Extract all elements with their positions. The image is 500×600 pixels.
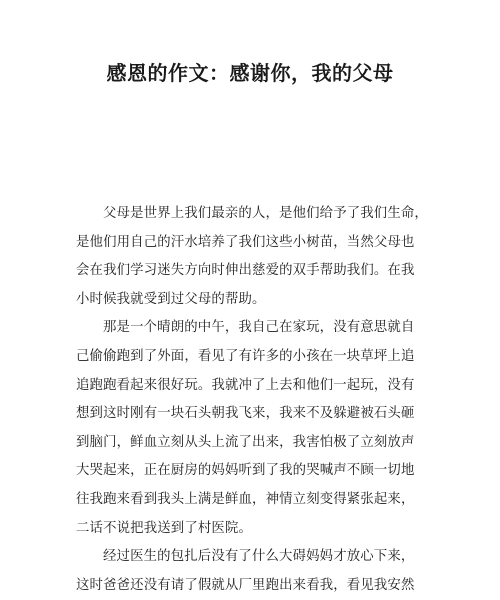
document-title: 感恩的作文：感谢你，我的父母 [106,61,394,85]
text-line: 会在我们学习迷失方向时伸出慈爱的双手帮助我们。在我 [76,263,415,279]
text-line: 想到这时刚有一块石头朝我飞来，我来不及躲避被石头砸 [76,406,415,422]
text-line: 这时爸爸还没有请了假就从厂里跑出来看我，看见我安然 [76,577,415,593]
text-line: 己偷偷跑到了外面，看见了有许多的小孩在一块草坪上追 [76,348,415,364]
text-line: 到脑门，鲜血立刻从头上流了出来，我害怕极了立刻放声 [76,434,415,450]
text-line: 二话不说把我送到了村医院。 [76,520,253,536]
text-line: 父母是世界上我们最亲的人，是他们给予了我们生命， [103,206,428,221]
text-line: 那是一个晴朗的中午，我自己在家玩，没有意思就自 [103,320,415,336]
document-body [76,200,426,600]
text-line: 追跑跑看起来很好玩。我就冲了上去和他们一起玩，没有 [76,377,415,393]
text-line: 小时候我就受到过父母的帮助。 [76,291,266,307]
text-line: 经过医生的包扎后没有了什么大碍妈妈才放心下来， [103,549,415,565]
text-line: 往我跑来看到我头上满是鲜血，神情立刻变得紧张起来， [76,491,415,507]
text-line: 大哭起来，正在厨房的妈妈听到了我的哭喊声不顾一切地 [76,463,415,479]
text-line: 是他们用自己的汗水培养了我们这些小树苗，当然父母也 [76,234,415,250]
